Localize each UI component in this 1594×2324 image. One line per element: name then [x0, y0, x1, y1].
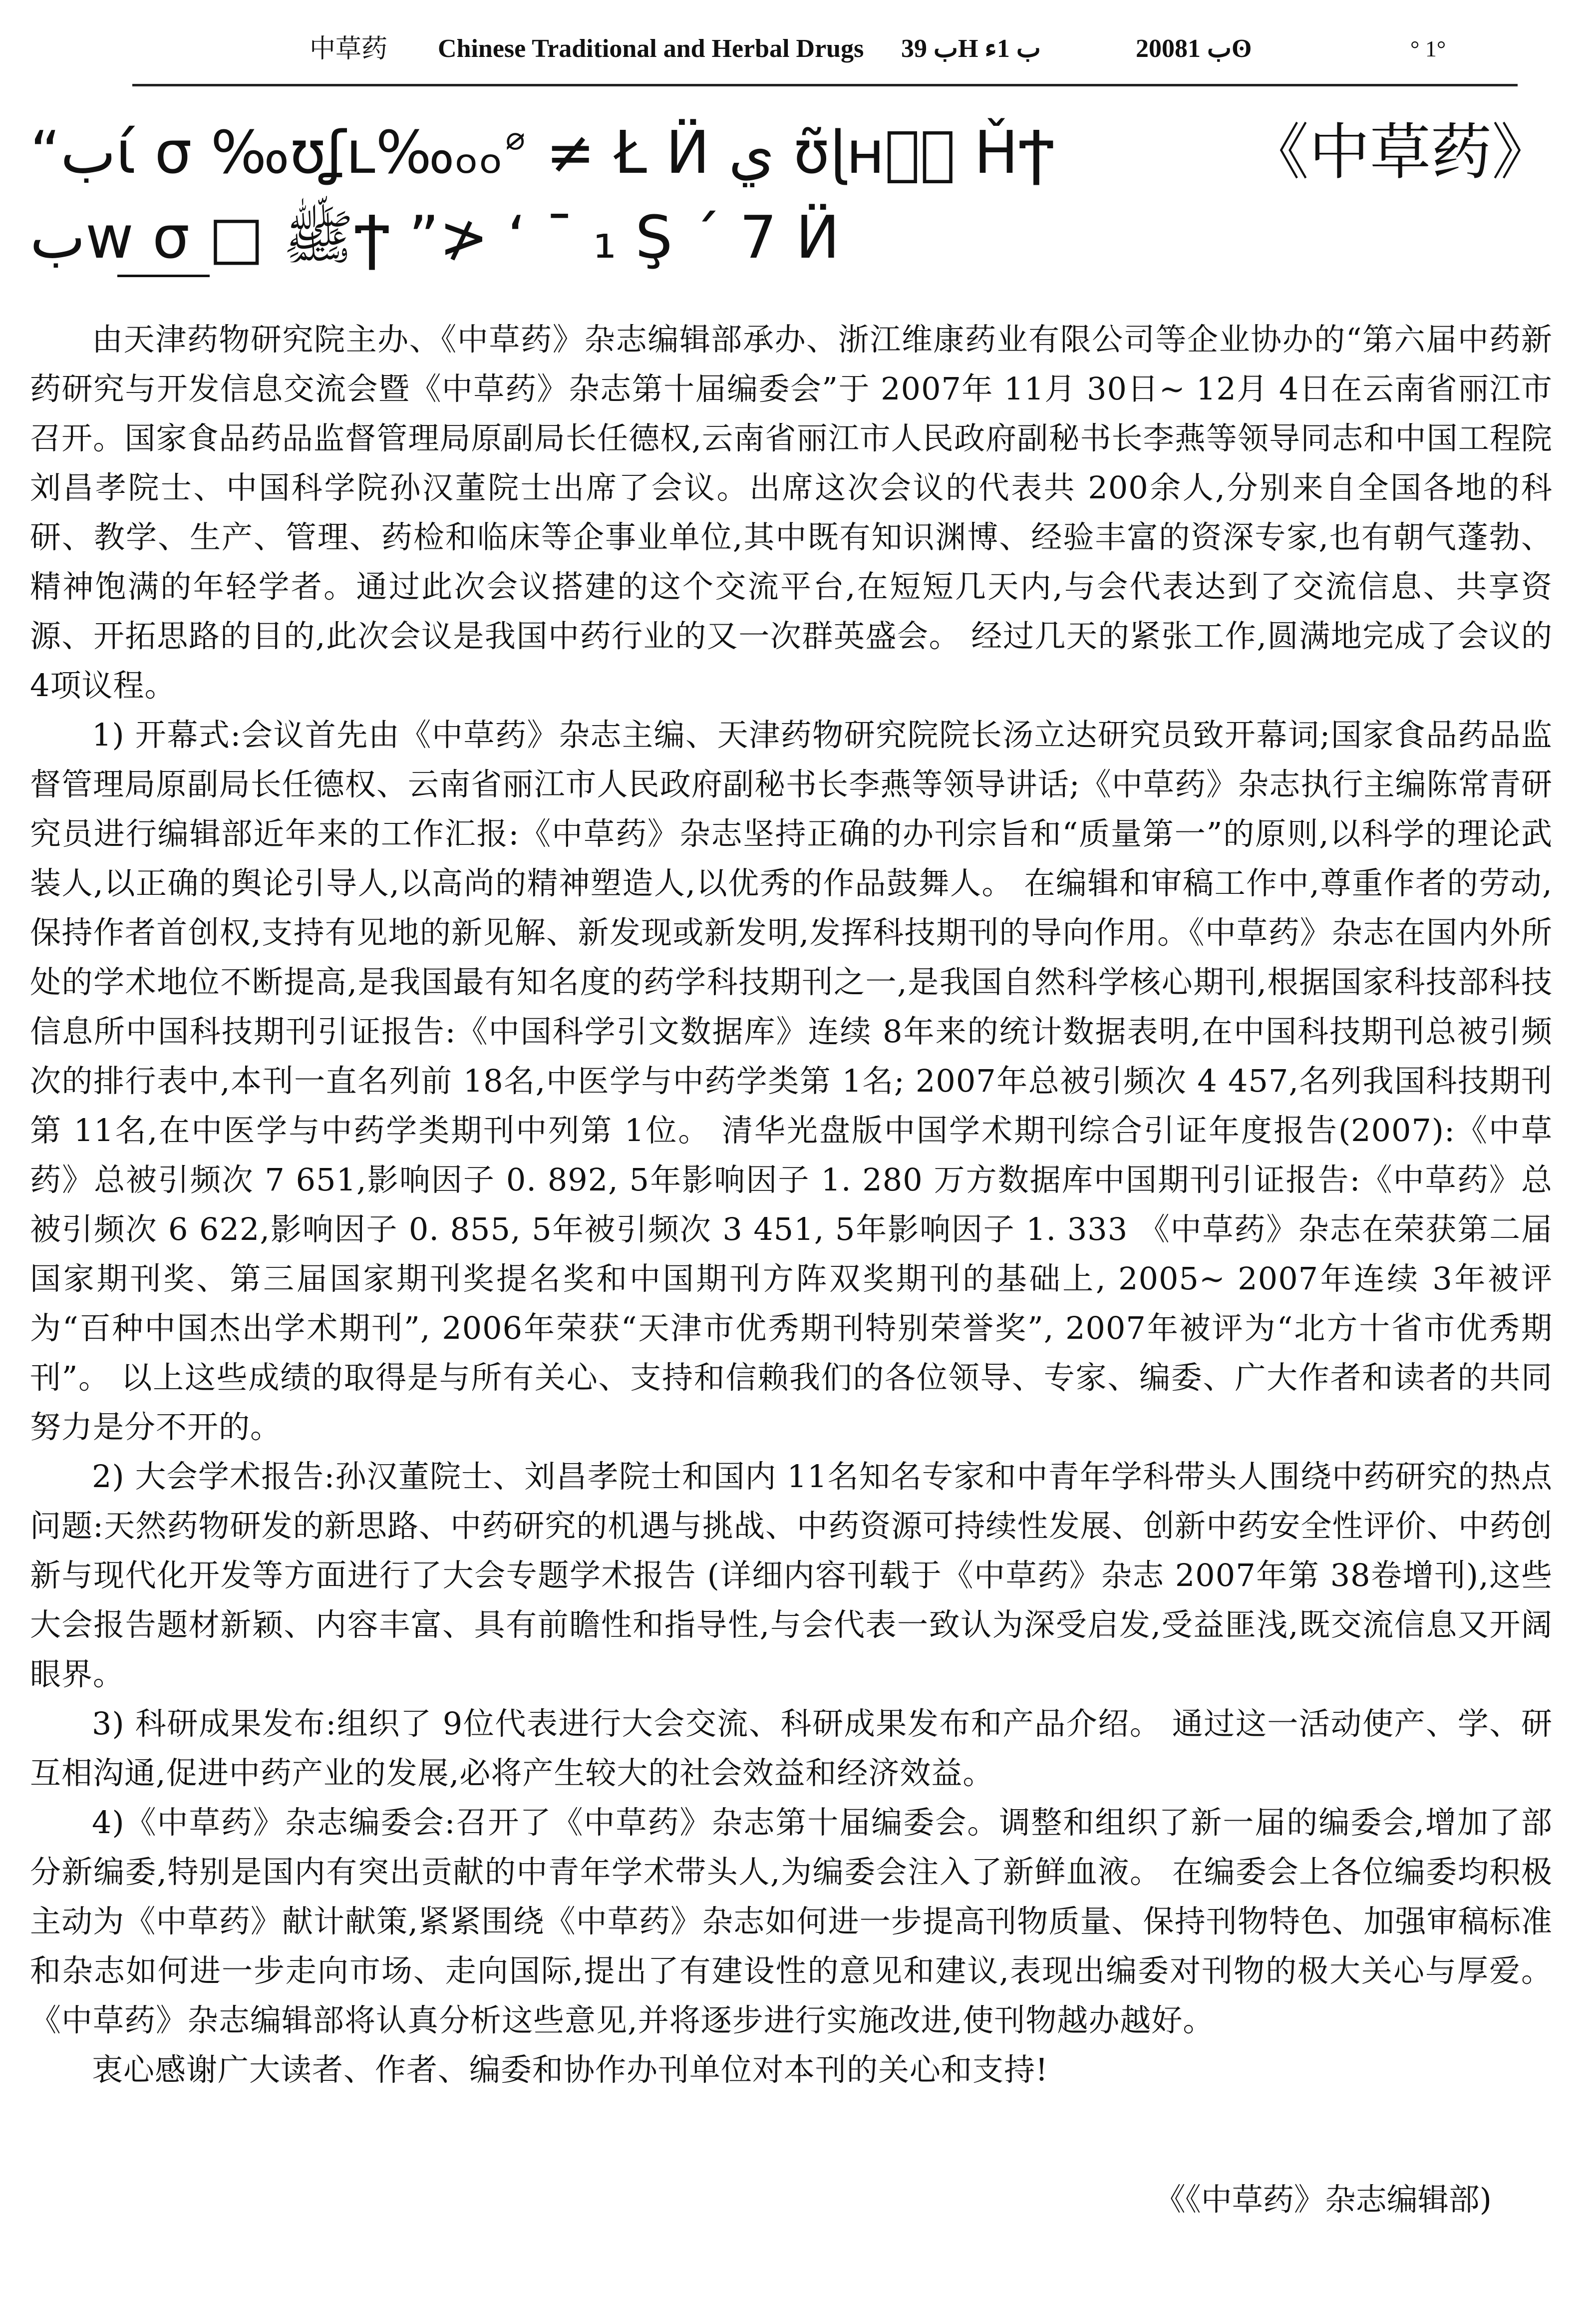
header-page-number: ° 1° — [1410, 36, 1446, 61]
paragraph-research-results: 3) 科研成果发布:组织了 9位代表进行大会交流、科研成果发布和产品介绍。 通过这一活动使产、学、研互相沟通,促进中药产业的发展,必将产生较大的社会效益和经济效益。 — [30, 1705, 1553, 1791]
paragraph-opening-ceremony: 1) 开幕式:会议首先由《中草药》杂志主编、天津药物研究院院长汤立达研究员致开幕词;国家食品药品监督管理局原副局长任德权、云南省丽江市人民政府副秘书长李燕等领导讲话;《中草药》杂志执行主编陈常青研究员进行编辑部近年来的工作汇报:《中草药》杂志坚持正确的办刊宗旨和“质量第一”的原则,以科学的理论武装人,以正确的舆论引导人,以高尚的精神塑造人,以优秀的作品鼓舞人。 在编辑和审稿工作中,尊重作者的劳动,保持作者首创权,支持有见地的新见解、新发现或新发明,发挥科技期刊的导向作用。《中草药》杂志在国内外所处的学术地位不断提高,是我国最有知名度的药学科技期刊之一,是我国自然科学核心期刊,根据国家科技部科技信息所中国科技期刊引证报告:《中国科学引文数据库》连续 8年来的统计数据表明,在中国科技期刊总被引频次的排行表中,本刊一直名列前 18名,中医学与中药学类第 1名; 2007年总被引频次 4 457,名列我国科技期刊第 11名,在中医学与中药学类期刊中列第 1位。 清华光盘版中国学术期刊综合引证年度报告(2007):《中草药》总被引频次 7 651,影响因子 0. 892, 5年影响因子 1. 280 万方数据库中国期刊引证报告:《中草药》总被引频次 6 622,影响因子 0. 855, 5年被引频次 3 451, 5年影响因子 1. 333 《中草药》杂志在荣获第二届国家期刊奖、第三届国家期刊奖提名奖和中国期刊方阵双奖期刊的基础上, 2005~ 2007年连续 3年被评为“百种中国杰出学术期刊”, 2006年荣获“天津市优秀期刊特别荣誉奖”, 2007年被评为“北方十省市优秀期刊”。 以上这些成绩的取得是与所有关心、支持和信赖我们的各位领导、专家、编委、广大作者和读者的共同努力是分不开的。 — [30, 717, 1553, 1445]
title-underline — [117, 275, 210, 277]
paragraph-academic-reports: 2) 大会学术报告:孙汉董院士、刘昌孝院士和国内 11名知名专家和中青年学科带头人围绕中药研究的热点问题:天然药物研发的新思路、中药研究的机遇与挑战、中药资源可持续性发展、创新中药安全性评价、中药创新与现代化开发等方面进行了大会专题学术报告 (详细内容刊载于《中草药》杂志 2007年第 38卷增刊),这些大会报告题材新颖、内容丰富、具有前瞻性和指导性,与会代表一致认为深受启发,受益匪浅,既交流信息又开阔眼界。 — [30, 1458, 1553, 1692]
header-volume: ب 39H ب 1ﺀ — [901, 34, 1041, 63]
article-title — [30, 105, 1558, 315]
title-line-2: بw σ □ ﷺϮ ”≯ ʻ ¯ ₁ Ş ˊ 7 Ӥ — [30, 203, 840, 272]
article-body — [30, 315, 1553, 2094]
header-date: 2008ب 1ʘ — [1136, 34, 1252, 63]
running-header — [132, 29, 1518, 86]
title-line-1-text: “بί σ ‰ʊʆʟ‰ₒₒ𝆩 ≠ Ł Ӥ ي ʊ͂ɭʜ﷽⃣ ȞϮ — [30, 118, 1054, 187]
paragraph-editorial-board: 4)《中草药》杂志编委会:召开了《中草药》杂志第十届编委会。调整和组织了新一届的编委会,增加了部分新编委,特别是国内有突出贡献的中青年学术带头人,为编委会注入了新鲜血液。 在编委会上各位编委均积极主动为《中草药》献计献策,紧紧围绕《中草药》杂志如何进一步提高刊物质量、保持刊物特色、加强审稿标准和杂志如何进一步走向市场、走向国际,提出了有建设性的意见和建议,表现出编委对刊物的极大关心与厚爱。《中草药》杂志编辑部将认真分析这些意见,并将逐步进行实施改进,使刊物越办越好。 — [30, 1804, 1553, 2038]
paragraph-intro: 由天津药物研究院主办、《中草药》杂志编辑部承办、浙江维康药业有限公司等企业协办的“第六届中药新药研究与开发信息交流会暨《中草药》杂志第十届编委会”于 2007年 11月 30日~ 12月 4日在云南省丽江市召开。国家食品药品监督管理局原副局长任德权,云南省丽江市人民政府副秘书长李燕等领导同志和中国工程院刘昌孝院士、中国科学院孙汉董院士出席了会议。出席这次会议的代表共 200余人,分别来自全国各地的科研、教学、生产、管理、药检和临床等企事业单位,其中既有知识渊博、经验丰富的资深专家,也有朝气蓬勃、精神饱满的年轻学者。通过此次会议搭建的这个交流平台,在短短几天内,与会代表达到了交流信息、共享资源、开拓思路的目的,此次会议是我国中药行业的又一次群英盛会。 经过几天的紧张工作,圆满地完成了会议的 4项议程。 — [30, 321, 1553, 704]
header-journal-cn: 中草药 — [310, 34, 388, 64]
paragraph-thanks: 衷心感谢广大读者、作者、编委和协作办刊单位对本刊的关心和支持! — [92, 2051, 1048, 2088]
header-journal-en: Chinese Traditional and Herbal Drugs — [438, 34, 864, 63]
title-journal-name: 《中草药》 — [1248, 117, 1553, 188]
title-line-1 — [30, 115, 1558, 190]
signature: 《《中草药》杂志编辑部) — [1154, 2181, 1492, 2218]
